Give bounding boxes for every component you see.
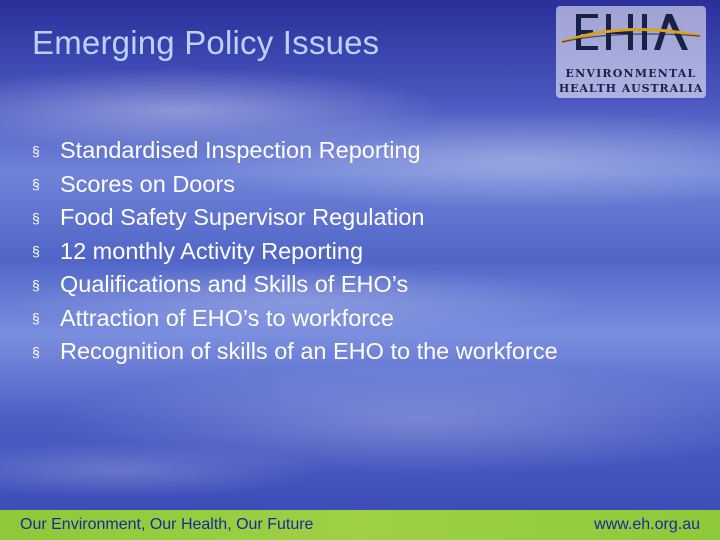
- bullet-item: [32, 134, 712, 168]
- bullet-item: [32, 201, 712, 235]
- bullet-item: [32, 168, 712, 202]
- bullet-list: [32, 134, 712, 369]
- bullet-marker-icon: §: [32, 142, 40, 159]
- slide-title: Emerging Policy Issues: [32, 24, 380, 61]
- bullet-marker-icon: §: [32, 243, 40, 260]
- bullet-marker-icon: §: [32, 276, 40, 293]
- bullet-item: [32, 335, 712, 369]
- bullet-text: Food Safety Supervisor Regulation: [60, 204, 425, 231]
- logo-text-environmental: ENVIRONMENTAL: [565, 67, 697, 80]
- bullet-item: [32, 235, 712, 269]
- bullet-marker-icon: §: [32, 209, 40, 226]
- bullet-marker-icon: §: [32, 176, 40, 193]
- bullet-item: [32, 302, 712, 336]
- bullet-text: Scores on Doors: [60, 170, 236, 197]
- eha-logo: [556, 6, 706, 98]
- bullet-text: Standardised Inspection Reporting: [60, 137, 421, 164]
- bullet-text: Qualifications and Skills of EHO’s: [60, 271, 409, 298]
- bullet-marker-icon: §: [32, 343, 40, 360]
- bullet-text: Attraction of EHO’s to workforce: [60, 304, 394, 331]
- footer-website-link[interactable]: www.eh.org.au: [594, 516, 700, 533]
- eha-logo-mark: [556, 6, 706, 68]
- footer-bar: [0, 510, 720, 540]
- bullet-text: 12 monthly Activity Reporting: [60, 237, 364, 264]
- bullet-marker-icon: §: [32, 310, 40, 327]
- logo-text-health-australia: HEALTH AUSTRALIA: [558, 82, 704, 95]
- footer-tagline: Our Environment, Our Health, Our Future: [20, 516, 314, 533]
- bullet-text: Recognition of skills of an EHO to the workforce: [60, 338, 558, 365]
- bullet-item: [32, 268, 712, 302]
